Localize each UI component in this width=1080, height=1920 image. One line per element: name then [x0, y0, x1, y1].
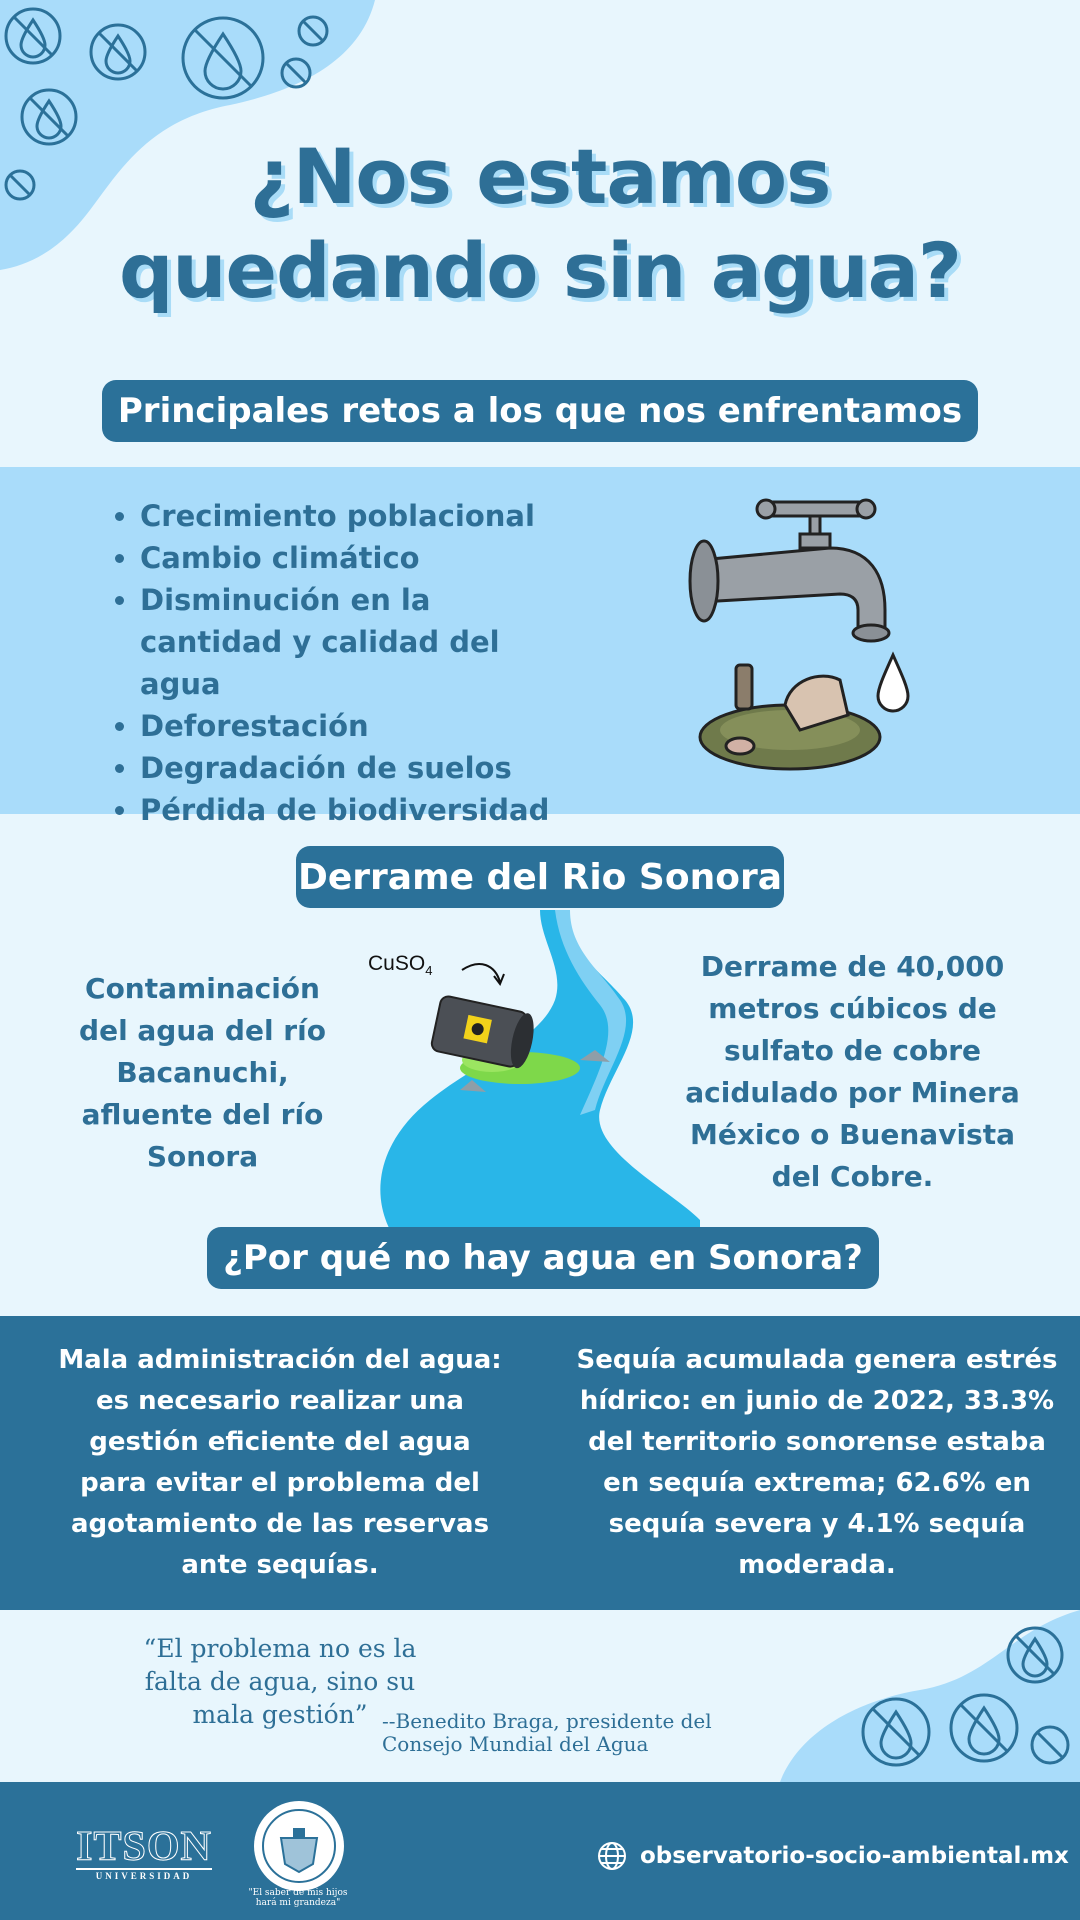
list-item: • Pérdida de biodiversidad [140, 789, 580, 831]
chem-formula: CuSO [368, 952, 426, 975]
seal-motto: "El saber de mis hijos hará mi grandeza" [248, 1888, 348, 1908]
faucet-illustration [680, 490, 940, 790]
list-item: • Crecimiento poblacional [140, 495, 580, 537]
university-seal [251, 1798, 347, 1894]
no-water-drop-icon [282, 59, 310, 87]
no-water-drop-icon [951, 1695, 1017, 1761]
no-water-drop-icon [1032, 1727, 1068, 1763]
spill-heading: Derrame del Rio Sonora [296, 846, 784, 908]
quote-text: “El problema no es la falta de agua, sino su mala gestión” [143, 1634, 417, 1729]
no-water-drop-icon [183, 18, 263, 98]
no-water-drop-icon [91, 25, 145, 79]
list-item: • Cambio climático [140, 537, 580, 579]
list-item: • Degradación de suelos [140, 747, 580, 789]
quote-author: --Benedito Braga, presidente del Consejo Mundial del Agua [382, 1709, 712, 1756]
website-link[interactable]: observatorio-socio-ambiental.mx [640, 1843, 1069, 1869]
challenges-heading: Principales retos a los que nos enfrentamos [102, 380, 978, 442]
itson-logo-text: ITSON [76, 1824, 212, 1870]
why-left-text: Mala administración del agua: es necesario realizar una gestión eficiente del agua para evitar el problema del agotamiento de las reservas ante sequías. [58, 1345, 502, 1580]
why-right-text: Sequía acumulada genera estrés hídrico: en junio de 2022, 33.3% del territorio sonorense estaba en sequía extrema; 62.6% en sequía severa y 4.1% sequía moderada. [576, 1345, 1058, 1580]
globe-icon [596, 1840, 628, 1872]
no-water-drop-icon [6, 9, 60, 63]
challenges-list [110, 495, 580, 831]
title-line-1: ¿Nos estamos [249, 132, 831, 221]
list-item: • Deforestación [140, 705, 580, 747]
no-water-icon-group-bottom-right [820, 1610, 1080, 1780]
no-water-drop-icon [299, 17, 327, 45]
why-heading: ¿Por qué no hay agua en Sonora? [207, 1227, 879, 1289]
itson-logo-subtext: UNIVERSIDAD [76, 1868, 212, 1882]
spill-right-text: Derrame de 40,000 metros cúbicos de sulfato de cobre acidulado por Minera México o Buenavista del Cobre. [685, 950, 1020, 1193]
no-water-drop-icon [863, 1699, 929, 1765]
spill-left-text: Contaminación del agua del río Bacanuchi, afluente del río Sonora [79, 972, 326, 1173]
itson-logo [68, 1826, 220, 1882]
chem-subscript: 4 [425, 963, 433, 979]
no-water-drop-icon [1008, 1628, 1062, 1682]
title-line-2: quedando sin agua? [119, 226, 961, 315]
page-title [0, 130, 1080, 318]
list-item: • Disminución en la cantidad y calidad del agua [140, 579, 580, 705]
chem-label [368, 952, 432, 978]
